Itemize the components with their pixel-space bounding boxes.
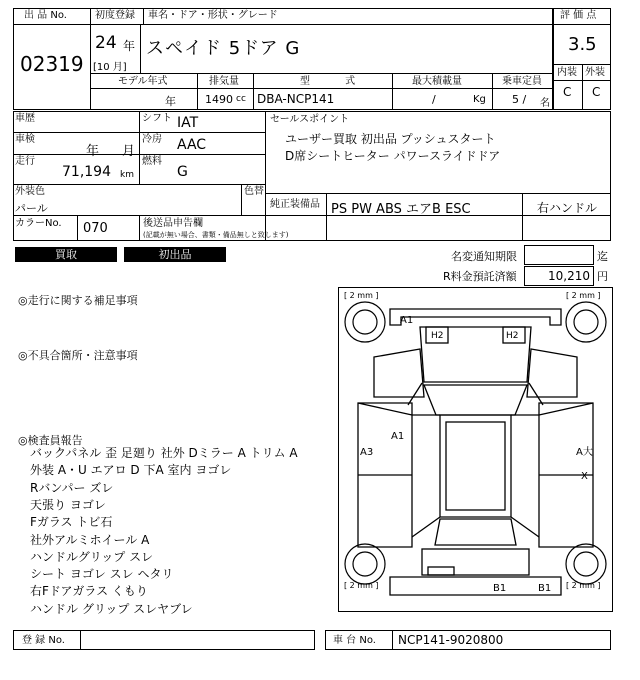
equip-label: 純正装備品 [270, 199, 320, 210]
notice-box [524, 245, 594, 265]
handle-value: 右ハンドル [537, 201, 598, 215]
windshield-icon [424, 385, 527, 415]
lot-label: 出 品 No. [24, 10, 67, 21]
history-label: 車歴 [15, 113, 35, 124]
tire-label-rl: [ 2 mm ] [344, 581, 379, 590]
recycle-value: 10,210 [548, 269, 590, 283]
roof-icon [440, 415, 511, 517]
inspection-label: 車検 [15, 134, 35, 145]
rear-window-icon [435, 519, 516, 545]
color-no-label: カラーNo. [15, 218, 62, 229]
max-load-unit: Kg [473, 94, 486, 105]
report-line: Fガラス トビ石 [30, 515, 113, 530]
tire-label-fr: [ 2 mm ] [566, 291, 601, 300]
mileage-value: 71,194 [62, 164, 111, 180]
tire-rr-icon [566, 544, 606, 584]
fuel-value: G [177, 164, 188, 180]
recycle-label: R料金預託済額 [443, 270, 517, 283]
report-line: ハンドルグリップ スレ [30, 549, 154, 564]
displacement-unit: cc [236, 94, 246, 104]
color-change-label: 色替 [244, 186, 264, 197]
docs-note: (記載が無い場合、書類・備品無しと致します) [143, 231, 289, 239]
front-bumper-icon [390, 309, 561, 325]
front-fender-left-icon [374, 349, 424, 397]
inspection-year: 年 [86, 144, 100, 159]
notice-unit: 迄 [597, 250, 608, 263]
tire-fr-icon [566, 302, 606, 342]
report-line: Rバンパー ズレ [30, 480, 114, 495]
lot-number: 02319 [20, 52, 84, 76]
max-load-value: / [432, 93, 436, 106]
recycle-unit: 円 [597, 270, 608, 283]
reg-month: [10 月] [93, 62, 127, 73]
defects-heading: ◎不具合箇所・注意事項 [18, 349, 138, 362]
damage-diagram [338, 287, 613, 612]
chassis-label: 車 台 No. [333, 635, 376, 646]
reg-no-label: 登 録 No. [22, 635, 65, 646]
exterior-label: 外装 [585, 67, 605, 78]
reg-year: 24 [95, 33, 117, 53]
mark-front-bumper: A1 [400, 315, 414, 326]
report-line: バックパネル 歪 足廻り 社外 Dミラー A トリム A [30, 446, 298, 460]
fuel-label: 燃料 [142, 156, 162, 167]
mark-rear-left: B1 [493, 583, 507, 594]
report-line: 社外アルミホイール A [30, 532, 150, 547]
mark-headlight-right: H2 [506, 331, 519, 341]
max-load-label: 最大積載量 [412, 76, 462, 87]
ext-color-label: 外装色 [15, 186, 45, 197]
sales-point-label: セールスポイント [270, 114, 350, 125]
notice-label: 名変通知期限 [451, 250, 517, 263]
vehicle-label: 車名・ドア・形状・グレード [148, 10, 278, 21]
tire-fl-icon [345, 302, 385, 342]
tire-label-fl: [ 2 mm ] [344, 291, 379, 300]
capacity-label: 乗車定員 [502, 76, 542, 87]
tag-buyout: 買取 [15, 247, 117, 262]
color-no-value: 070 [83, 221, 108, 236]
ac-value: AAC [177, 137, 207, 153]
mark-right-side-a: A大 [576, 447, 593, 458]
report-line: ハンドル グリップ スレヤブレ [30, 601, 193, 616]
mark-left-side: A3 [360, 447, 374, 458]
front-fender-right-icon [527, 349, 577, 397]
mark-headlight-left: H2 [431, 331, 444, 341]
mark-right-side-x: X [581, 471, 588, 482]
report-line: シート ヨゴレ スレ ヘタリ [30, 567, 174, 582]
model-year-unit: 年 [165, 95, 176, 108]
tailgate-icon [422, 549, 529, 575]
first-reg-label: 初度登録 [95, 10, 135, 21]
inspector-heading: ◎検査員報告 [18, 434, 83, 447]
capacity-value: 5 / [512, 93, 527, 106]
rear-bumper-icon [390, 577, 561, 595]
report-line: 天張り ヨゴレ [30, 497, 106, 512]
interior-label: 内装 [557, 67, 577, 78]
displacement-label: 排気量 [209, 76, 239, 87]
mark-rear-right: B1 [538, 583, 552, 594]
interior-grade: C [563, 85, 572, 99]
grade-value: 3.5 [568, 34, 597, 55]
sales-point-line2: D席シートヒーター パワースライドドア [285, 149, 501, 163]
equip-value: PS PW ABS エアB ESC [331, 202, 471, 217]
displacement-value: 1490 [205, 93, 233, 106]
supplement-heading: ◎走行に関する補足事項 [18, 294, 138, 307]
grade-label: 評 価 点 [560, 10, 597, 21]
reg-year-unit: 年 [123, 39, 136, 53]
type-label: 型 式 [300, 76, 372, 87]
type-value: DBA-NCP141 [257, 92, 335, 106]
tire-label-rr: [ 2 mm ] [566, 581, 601, 590]
tag-first-listing: 初出品 [124, 247, 226, 262]
capacity-unit: 名 [540, 98, 550, 109]
sales-point-line1: ユーザー買取 初出品 プッシュスタート [285, 132, 496, 146]
report-line: 右Fドアガラス くもり [30, 584, 148, 599]
chassis-value: NCP141-9020800 [398, 633, 504, 647]
docs-label: 後送品申告欄 [143, 218, 203, 229]
mileage-unit: km [120, 170, 134, 180]
mileage-label: 走行 [15, 156, 35, 167]
mark-roof: A1 [391, 431, 405, 442]
shift-label: シフト [142, 113, 172, 124]
shift-value: IAT [177, 115, 199, 131]
inspection-month: 月 [122, 144, 136, 159]
ac-label: 冷房 [142, 134, 162, 145]
ext-color-value: パール [15, 202, 48, 215]
car-name: スペイド 5ドア G [146, 38, 301, 59]
model-year-label: モデル年式 [118, 76, 168, 87]
tire-rl-icon [345, 544, 385, 584]
report-line: 外装 A・U エアロ D 下A 室内 ヨゴレ [30, 463, 232, 478]
exterior-grade: C [592, 85, 601, 99]
